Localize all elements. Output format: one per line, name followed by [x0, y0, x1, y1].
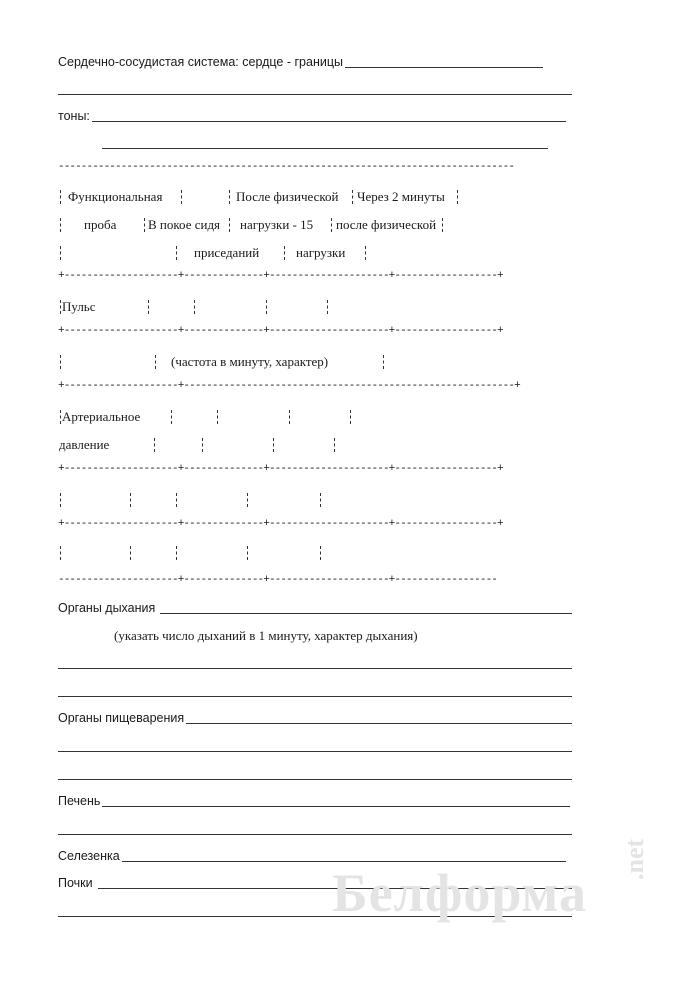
watermark-logo: Белформа — [332, 863, 587, 923]
table-column-divider — [176, 246, 177, 260]
header-col4-line2: после физической — [336, 217, 437, 232]
pulse-label: Пульс — [62, 299, 96, 314]
header-col2-line2: В покое сидя — [148, 217, 221, 232]
table-column-divider — [350, 410, 351, 424]
table-separator: +--------------------+--------------+---------------------+------------------+ — [58, 325, 503, 337]
table-column-divider — [60, 300, 61, 314]
spleen-label: Селезенка — [58, 849, 120, 863]
table-column-divider — [334, 438, 335, 452]
table-column-divider — [352, 190, 353, 204]
table-column-divider — [331, 218, 332, 232]
respiratory-field-line-2[interactable] — [58, 668, 572, 669]
table-separator: +--------------------+--------------+---------------------+------------------+ — [58, 270, 503, 282]
table-separator: +--------------------+--------------+---------------------+------------------+ — [58, 463, 503, 475]
table-column-divider — [365, 246, 366, 260]
table-column-divider — [273, 438, 274, 452]
table-column-divider — [171, 410, 172, 424]
digestive-label: Органы пищеварения — [58, 711, 185, 725]
tones-field-line-2[interactable] — [102, 148, 548, 149]
table-column-divider — [155, 355, 156, 369]
liver-label: Печень — [58, 794, 101, 808]
pressure-label-line1: Артериальное — [62, 409, 141, 424]
table-column-divider — [247, 493, 248, 507]
watermark-suffix: .net — [620, 838, 649, 880]
respiratory-note: (указать число дыханий в 1 минуту, характер дыхания) — [114, 628, 418, 643]
header-col3-line3: приседаний — [194, 245, 260, 260]
table-column-divider — [217, 410, 218, 424]
table-column-divider — [60, 546, 61, 560]
cardiovascular-field[interactable] — [345, 67, 543, 68]
table-column-divider — [148, 300, 149, 314]
header-col4-line3: нагрузки — [296, 245, 346, 260]
pressure-label-line2: давление — [59, 437, 110, 452]
header-col3-line1: После физической — [236, 189, 339, 204]
header-col1-line2: проба — [84, 217, 117, 232]
tones-field[interactable] — [92, 121, 566, 122]
digestive-field[interactable] — [186, 723, 572, 724]
table-column-divider — [327, 300, 328, 314]
table-column-divider — [60, 493, 61, 507]
table-column-divider — [266, 300, 267, 314]
table-column-divider — [442, 218, 443, 232]
table-column-divider — [284, 246, 285, 260]
table-column-divider — [130, 493, 131, 507]
table-column-divider — [60, 190, 61, 204]
liver-field[interactable] — [102, 806, 570, 807]
table-column-divider — [60, 355, 61, 369]
table-column-divider — [144, 218, 145, 232]
table-column-divider — [60, 246, 61, 260]
digestive-field-line-3[interactable] — [58, 779, 572, 780]
digestive-field-line-2[interactable] — [58, 751, 572, 752]
table-column-divider — [289, 410, 290, 424]
cardiovascular-label: Сердечно-сосудистая система: сердце - границы — [58, 55, 343, 69]
table-separator: +--------------------+--------------+---------------------+------------------+ — [58, 518, 503, 530]
table-column-divider — [181, 190, 182, 204]
pulse-note: (частота в минуту, характер) — [171, 354, 329, 369]
kidneys-label: Почки — [58, 876, 93, 890]
table-column-divider — [60, 410, 61, 424]
cardiovascular-field-line-2[interactable] — [58, 94, 572, 95]
table-column-divider — [194, 300, 195, 314]
table-column-divider — [320, 546, 321, 560]
table-column-divider — [202, 438, 203, 452]
table-separator-merged: +--------------------+----------------------------------------------------------+ — [58, 380, 520, 392]
table-column-divider — [176, 546, 177, 560]
header-col4-line1: Через 2 минуты — [357, 189, 445, 204]
tones-label: тоны: — [58, 109, 90, 123]
table-top-border: -------------------------------------------------------------------------------- — [58, 161, 515, 173]
table-column-divider — [320, 493, 321, 507]
header-col3-line2: нагрузки - 15 — [240, 217, 314, 232]
respiratory-label: Органы дыхания — [58, 601, 156, 615]
table-column-divider — [247, 546, 248, 560]
respiratory-field-line-3[interactable] — [58, 696, 572, 697]
table-column-divider — [130, 546, 131, 560]
respiratory-field[interactable] — [160, 613, 572, 614]
table-column-divider — [154, 438, 155, 452]
table-column-divider — [60, 218, 61, 232]
table-column-divider — [383, 355, 384, 369]
table-column-divider — [229, 190, 230, 204]
table-column-divider — [229, 218, 230, 232]
header-col1-line1: Функциональная — [68, 189, 163, 204]
table-column-divider — [176, 493, 177, 507]
table-bottom-border: ---------------------+--------------+---------------------+------------------ — [58, 574, 497, 586]
liver-field-line-2[interactable] — [58, 834, 572, 835]
table-column-divider — [457, 190, 458, 204]
